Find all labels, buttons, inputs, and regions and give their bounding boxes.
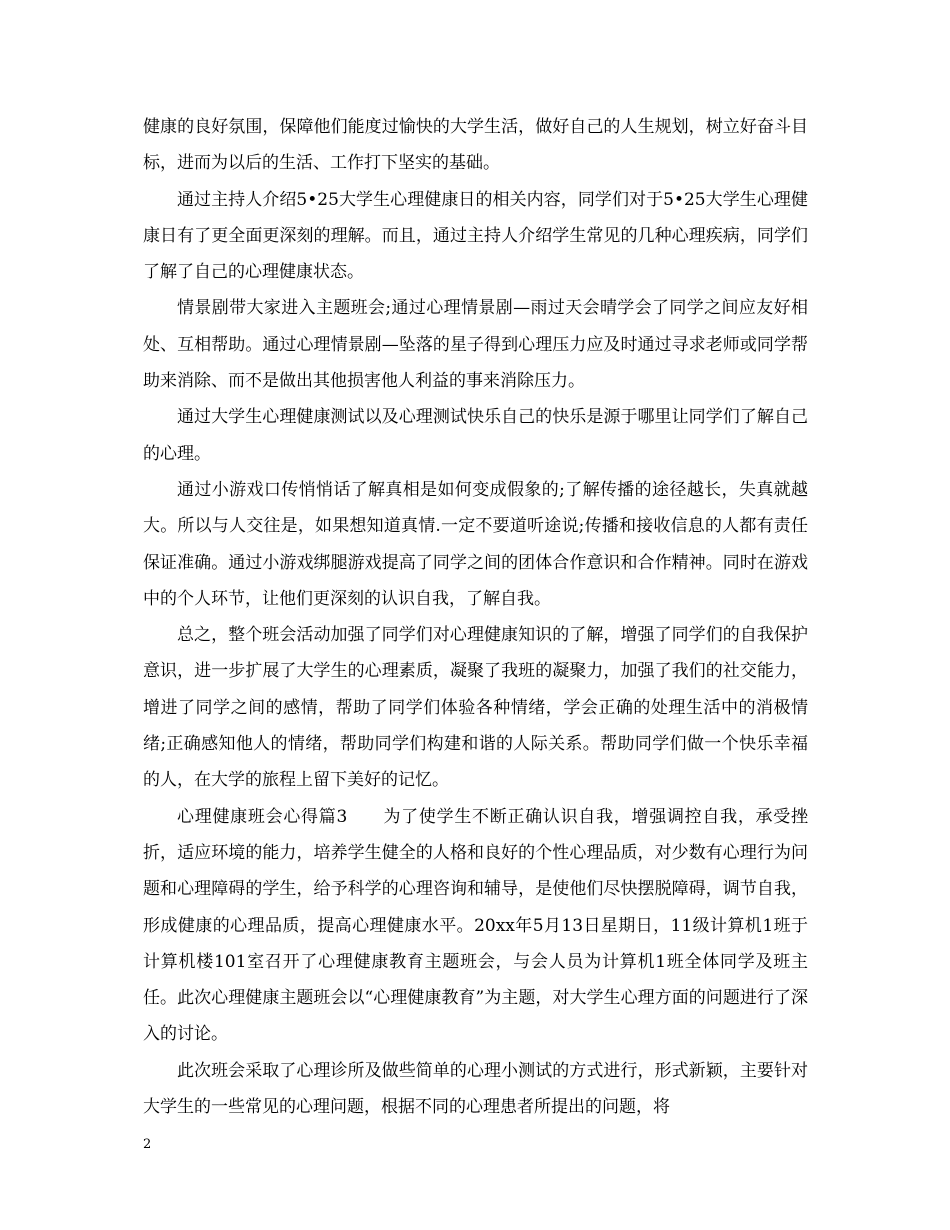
paragraph-8: 此次班会采取了心理诊所及做些简单的心理小测试的方式进行，形式新颖，主要针对大学生的一些常见的心理问题，根据不同的心理患者所提出的问题，将 — [143, 1060, 808, 1118]
paragraph-2: 通过主持人介绍5•25大学生心理健康日的相关内容，同学们对于5•25大学生心理健康日有了更全面更深刻的理解。而且，通过主持人介绍学生常见的几种心理疾病，同学们了解了自己的心理健康状态。 — [143, 189, 808, 283]
paragraph-4: 通过大学生心理健康测试以及心理测试快乐自己的快乐是源于哪里让同学们了解自己的心理。 — [143, 407, 808, 464]
document-body — [143, 109, 808, 1125]
paragraph-3: 情景剧带大家进入主题班会;通过心理情景剧—雨过天会晴学会了同学之间应友好相处、互相帮助。通过心理情景剧—坠落的星子得到心理压力应及时通过寻求老师或同学帮助来消除、而不是做出其他损害他人利益的事来消除压力。 — [143, 298, 808, 392]
paragraph-6: 总之，整个班会活动加强了同学们对心理健康知识的了解，增强了同学们的自我保护意识，进一步扩展了大学生的心理素质，凝聚了我班的凝聚力，加强了我们的社交能力，增进了同学之间的感情，帮助了同学们体验各种情绪，学会正确的处理生活中的消极情绪;正确感知他人的情绪，帮助同学们构建和谐的人际关系。帮助同学们做一个快乐幸福的人，在大学的旅程上留下美好的记忆。 — [143, 625, 808, 791]
page-number: 2 — [143, 1137, 152, 1152]
paragraph-5: 通过小游戏口传悄悄话了解真相是如何变成假象的;了解传播的途径越长，失真就越大。所以与人交往是，如果想知道真情.一定不要道听途说;传播和接收信息的人都有责任保证准确。通过小游戏绑腿游戏提高了同学之间的团体合作意识和合作精神。同时在游戏中的个人环节，让他们更深刻的认识自我，了解自我。 — [143, 479, 808, 609]
paragraph-1: 健康的良好氛围，保障他们能度过愉快的大学生活，做好自己的人生规划，树立好奋斗目标，进而为以后的生活、工作打下坚实的基础。 — [143, 117, 808, 174]
paragraph-7: 心理健康班会心得篇3 为了使学生不断正确认识自我，增强调控自我，承受挫折，适应环境的能力，培养学生健全的人格和良好的个性心理品质，对少数有心理行为问题和心理障碍的学生，给予科学的心理咨询和辅导，是使他们尽快摆脱障碍，调节自我，形成健康的心理品质，提高心理健康水平。20xx年5月13日星期日，11级计算机1班于计算机楼101室召开了心理健康教育主题班会，与会人员为计算机1班全体同学及班主任。此次心理健康主题班会以“心理健康教育”为主题，对大学生心理方面的问题进行了深入的讨论。 — [143, 806, 808, 1045]
